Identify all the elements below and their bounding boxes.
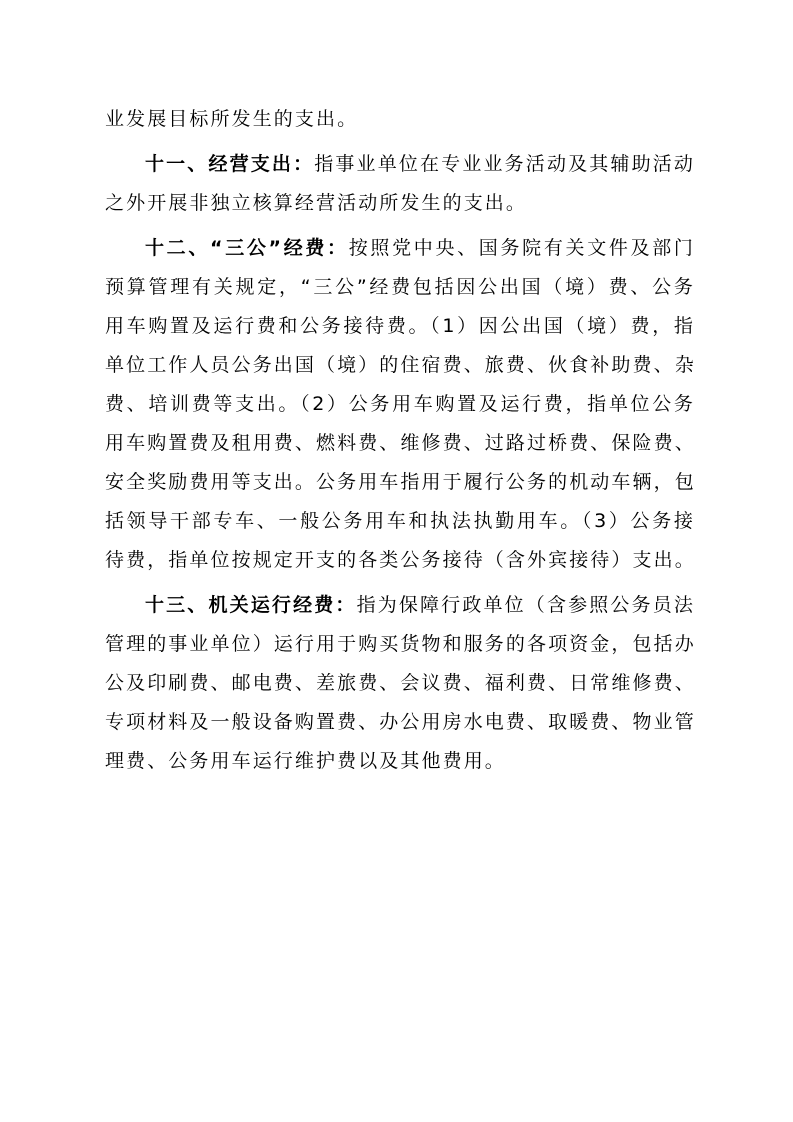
body-text: 括领导干部专车、一般公务用车和执法执勤用车。（3）公务接 xyxy=(105,510,695,532)
paragraph-line xyxy=(105,184,695,223)
paragraph-line xyxy=(105,346,695,385)
body-text: 预算管理有关规定，“三公”经费包括因公出国（境）费、公务 xyxy=(105,276,695,298)
paragraph-line xyxy=(105,424,695,463)
body-text: 待费，指单位按规定开支的各类公务接待（含外宾接待）支出。 xyxy=(105,549,696,571)
section-heading-operating-expense: 十一、经营支出： xyxy=(145,153,315,175)
paragraph-line xyxy=(105,664,695,703)
body-text: 费、培训费等支出。（2）公务用车购置及运行费，指单位公务 xyxy=(105,393,695,415)
paragraph-line xyxy=(105,268,695,307)
paragraph-line xyxy=(105,625,695,664)
section-heading-three-public-expenses: 十二、“三公”经费： xyxy=(145,237,349,259)
body-text: 公及印刷费、邮电费、差旅费、会议费、福利费、日常维修费、 xyxy=(105,672,696,694)
paragraph-line xyxy=(105,307,695,346)
paragraph-line xyxy=(105,100,695,139)
body-text: 指为保障行政单位（含参照公务员法 xyxy=(356,594,695,616)
paragraph-line xyxy=(105,703,695,742)
paragraph-line xyxy=(105,541,695,580)
body-text: 指事业单位在专业业务活动及其辅助活动 xyxy=(314,153,695,175)
paragraph-line xyxy=(105,463,695,502)
paragraph-first-line xyxy=(105,586,695,625)
body-text: 管理的事业单位）运行用于购买货物和服务的各项资金，包括办 xyxy=(105,633,696,655)
body-text: 业发展目标所发生的支出。 xyxy=(105,108,359,130)
body-text: 用车购置费及租用费、燃料费、维修费、过路过桥费、保险费、 xyxy=(105,432,696,454)
body-text: 安全奖励费用等支出。公务用车指用于履行公务的机动车辆，包 xyxy=(105,471,696,493)
body-text: 之外开展非独立核算经营活动所发生的支出。 xyxy=(105,192,528,214)
section-heading-agency-operating-funds: 十三、机关运行经费： xyxy=(145,594,357,616)
paragraph-line xyxy=(105,742,695,781)
paragraph-line xyxy=(105,502,695,541)
document-body xyxy=(105,100,695,781)
body-text: 理费、公务用车运行维护费以及其他费用。 xyxy=(105,750,506,772)
body-text: 按照党中央、国务院有关文件及部门 xyxy=(348,237,695,259)
paragraph-first-line xyxy=(105,145,695,184)
paragraph-first-line xyxy=(105,229,695,268)
body-text: 用车购置及运行费和公务接待费。（1）因公出国（境）费，指 xyxy=(105,315,695,337)
paragraph-line xyxy=(105,385,695,424)
body-text: 单位工作人员公务出国（境）的住宿费、旅费、伙食补助费、杂 xyxy=(105,354,696,376)
body-text: 专项材料及一般设备购置费、办公用房水电费、取暖费、物业管 xyxy=(105,711,696,733)
